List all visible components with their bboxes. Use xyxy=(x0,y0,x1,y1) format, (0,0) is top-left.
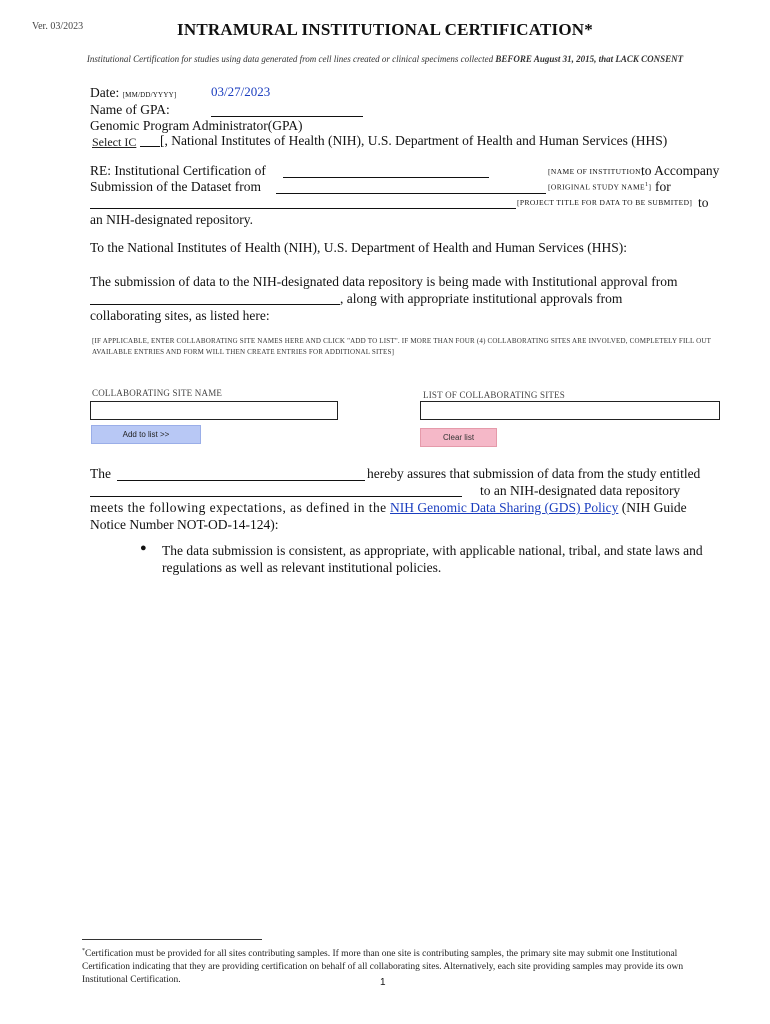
gds-policy-link[interactable]: NIH Genomic Data Sharing (GDS) Policy xyxy=(390,500,619,515)
institution-hint: [NAME OF INSTITUTION] xyxy=(548,167,644,176)
assurance-meets xyxy=(90,499,712,516)
study-title-field[interactable] xyxy=(90,483,462,497)
subtitle-text: Institutional Certification for studies using data generated from cell lines created or clinical specimens collected xyxy=(86,54,496,64)
for-label: for xyxy=(655,179,671,194)
assurance-the: The xyxy=(90,466,111,481)
notice-number: Notice Number NOT-OD-14-124): xyxy=(90,517,279,532)
approval-line-3: collaborating sites, as listed here: xyxy=(90,308,270,323)
footnote xyxy=(82,945,722,987)
approval-line-2: , along with appropriate institutional approvals from xyxy=(340,291,623,306)
gpa-name-label: Name of GPA: xyxy=(90,102,170,117)
page-number: 1 xyxy=(380,977,386,988)
to-label: to xyxy=(698,195,709,210)
study-name-hint xyxy=(548,182,651,192)
meets-post: (NIH Guide xyxy=(621,500,687,515)
ic-text: [, National Institutes of Health (NIH), U.S. Department of Health and Human Services (HHS) xyxy=(160,133,668,148)
date-format-hint: [MM/DD/YYYY] xyxy=(122,91,177,99)
site-name-header: COLLABORATING SITE NAME xyxy=(92,388,223,398)
version-label: Ver. 03/2023 xyxy=(32,21,84,32)
study-name-hint-sup: 1 xyxy=(645,182,649,188)
date-label: Date: xyxy=(90,85,120,100)
bullet-text: The data submission is consistent, as appropriate, with applicable national, tribal, and state laws and regulations as well as relevant institutional policies. xyxy=(162,543,703,575)
study-name-field[interactable] xyxy=(276,180,546,194)
site-name-input[interactable] xyxy=(90,401,338,420)
approving-institution-field[interactable] xyxy=(90,291,340,305)
project-title-field[interactable] xyxy=(90,195,516,209)
ic-select-dropdown[interactable]: Select IC xyxy=(92,135,137,149)
footnote-text: Certification must be provided for all sites contributing samples. If more than one site is contributing samples, the primary site may submit one Institutional Certification indicating that they are providing certification on behalf of all collaborating sites. Alternatively, each site providing samples may provide its own Institutional Certification. xyxy=(82,949,684,986)
site-list-box[interactable] xyxy=(420,401,720,420)
assurance-to-repo: to an NIH-designated data repository xyxy=(480,483,681,498)
site-list-header: LIST OF COLLABORATING SITES xyxy=(423,390,565,400)
re-label: RE: Institutional Certification of xyxy=(90,163,266,178)
institution-field[interactable] xyxy=(283,164,489,178)
sites-instructions: [IF APPLICABLE, ENTER COLLABORATING SITE NAMES HERE AND CLICK "ADD TO LIST". IF MORE THAN FOUR (4) COLLABORATING SITES ARE INVOLVED, COMPLETELY FILL OUT AVAILABLE ENTRIES AND FORM WILL THEN CREATE ENTRIES FOR ADDITIONAL SITES] xyxy=(92,337,712,356)
to-accompany-label: to Accompany xyxy=(641,163,720,178)
repository-line: an NIH-designated repository. xyxy=(90,212,253,227)
project-title-hint: [PROJECT TITLE FOR DATA TO BE SUBMITED] xyxy=(517,198,693,207)
subtitle xyxy=(0,54,770,64)
subtitle-bold: BEFORE August 31, 2015, that LACK CONSENT xyxy=(495,54,684,64)
submission-label: Submission of the Dataset from xyxy=(90,179,261,194)
clear-list-button[interactable]: Clear list xyxy=(420,428,497,447)
ic-select-underline xyxy=(140,133,160,147)
add-to-list-button[interactable]: Add to list >> xyxy=(91,425,201,444)
gpa-role-label: Genomic Program Administrator(GPA) xyxy=(90,118,303,133)
approval-line-1: The submission of data to the NIH-designated data repository is being made with Institutional approval from xyxy=(90,274,678,289)
meets-pre: meets the following expectations, as defined in the xyxy=(90,500,387,515)
bullet-icon: ● xyxy=(140,542,147,554)
page-title: INTRAMURAL INSTITUTIONAL CERTIFICATION* xyxy=(177,20,593,39)
assuring-institution-field[interactable] xyxy=(117,467,365,481)
assurance-hereby: hereby assures that submission of data from the study entitled xyxy=(367,466,701,481)
date-field[interactable]: 03/27/2023 xyxy=(211,84,271,99)
footnote-mark: * xyxy=(82,948,85,954)
salutation: To the National Institutes of Health (NIH), U.S. Department of Health and Human Services (HHS): xyxy=(90,240,628,255)
footnote-rule xyxy=(82,939,262,940)
study-name-hint-text: [ORIGINAL STUDY NAME xyxy=(548,182,646,192)
study-name-hint-close: ] xyxy=(648,182,652,192)
gpa-name-field[interactable] xyxy=(211,103,363,117)
